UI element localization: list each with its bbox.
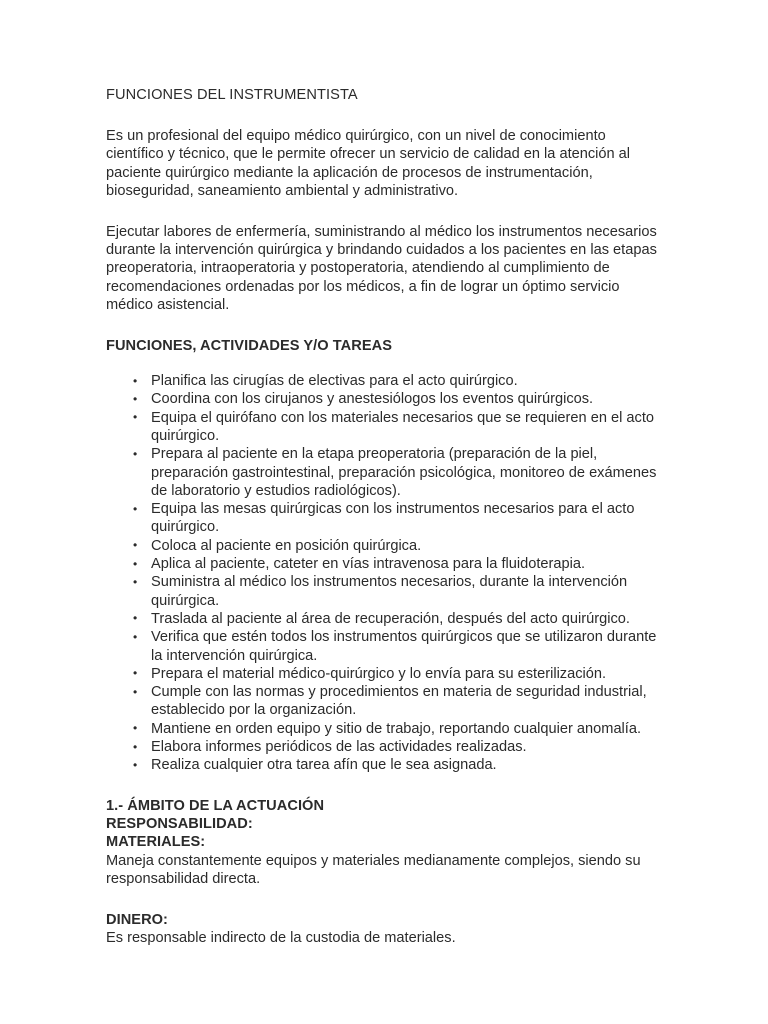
- money-subsection: [106, 911, 664, 948]
- list-item: • Cumple con las normas y procedimientos en materia de seguridad industrial, establecido por la organización.: [106, 683, 664, 720]
- list-item: • Prepara el material médico-quirúrgico y lo envía para su esterilización.: [106, 665, 664, 683]
- list-item: • Verifica que estén todos los instrumentos quirúrgicos que se utilizaron durante la intervención quirúrgica.: [106, 628, 664, 665]
- intro-paragraph-2: Ejecutar labores de enfermería, suministrando al médico los instrumentos necesarios durante la intervención quirúrgica y brindando cuidados a los pacientes en las etapas preoperatoria, intraoperatoria y postoperatoria, atendiendo al cumplimiento de recomendaciones ordenadas por los médicos, a fin de lograr un óptimo servicio médico asistencial.: [106, 223, 657, 314]
- document-content: [106, 86, 664, 947]
- materials-heading: MATERIALES:: [106, 834, 206, 851]
- materials-text: Maneja constantemente equipos y materiales medianamente complejos, siendo su responsabilidad directa.: [106, 852, 641, 888]
- list-item: • Coordina con los cirujanos y anestesiólogos los eventos quirúrgicos.: [106, 390, 664, 408]
- tasks-section-heading: FUNCIONES, ACTIVIDADES Y/O TAREAS: [106, 337, 392, 354]
- list-item: • Equipa el quirófano con los materiales necesarios que se requieren en el acto quirúrgico.: [106, 409, 664, 446]
- list-item: • Traslada al paciente al área de recuperación, después del acto quirúrgico.: [106, 610, 664, 628]
- money-text: Es responsable indirecto de la custodia de materiales.: [106, 930, 456, 947]
- list-item: • Prepara al paciente en la etapa preoperatoria (preparación de la piel, preparación gastrointestinal, preparación psicológica, monitoreo de exámenes de laboratorio y estudios radiológicos).: [106, 445, 664, 500]
- list-item: • Equipa las mesas quirúrgicas con los instrumentos necesarios para el acto quirúrgico.: [106, 500, 664, 537]
- list-item: • Elabora informes periódicos de las actividades realizadas.: [106, 738, 664, 756]
- list-item: • Planifica las cirugías de electivas para el acto quirúrgico.: [106, 372, 664, 390]
- list-item: • Coloca al paciente en posición quirúrgica.: [106, 537, 664, 555]
- intro-paragraph-1: Es un profesional del equipo médico quirúrgico, con un nivel de conocimiento científico y técnico, que le permite ofrecer un servicio de calidad en la atención al paciente quirúrgico mediante la aplicación de procesos de instrumentación, bioseguridad, saneamiento ambiental y administrativo.: [106, 128, 631, 200]
- list-item: • Realiza cualquier otra tarea afín que le sea asignada.: [106, 756, 664, 774]
- scope-section: [106, 797, 664, 948]
- page-title: FUNCIONES DEL INSTRUMENTISTA: [106, 87, 358, 103]
- money-heading: DINERO:: [106, 911, 168, 928]
- section-spacer: [106, 889, 664, 911]
- list-item: • Aplica al paciente, cateter en vías intravenosa para la fluidoterapia.: [106, 555, 664, 573]
- responsibility-heading: RESPONSABILIDAD:: [106, 816, 253, 832]
- list-item: • Mantiene en orden equipo y sitio de trabajo, reportando cualquier anomalía.: [106, 720, 664, 738]
- list-item: • Suministra al médico los instrumentos necesarios, durante la intervención quirúrgica.: [106, 573, 664, 610]
- tasks-list: [106, 372, 664, 775]
- scope-number-heading: 1.- ÁMBITO DE LA ACTUACIÓN: [106, 797, 325, 814]
